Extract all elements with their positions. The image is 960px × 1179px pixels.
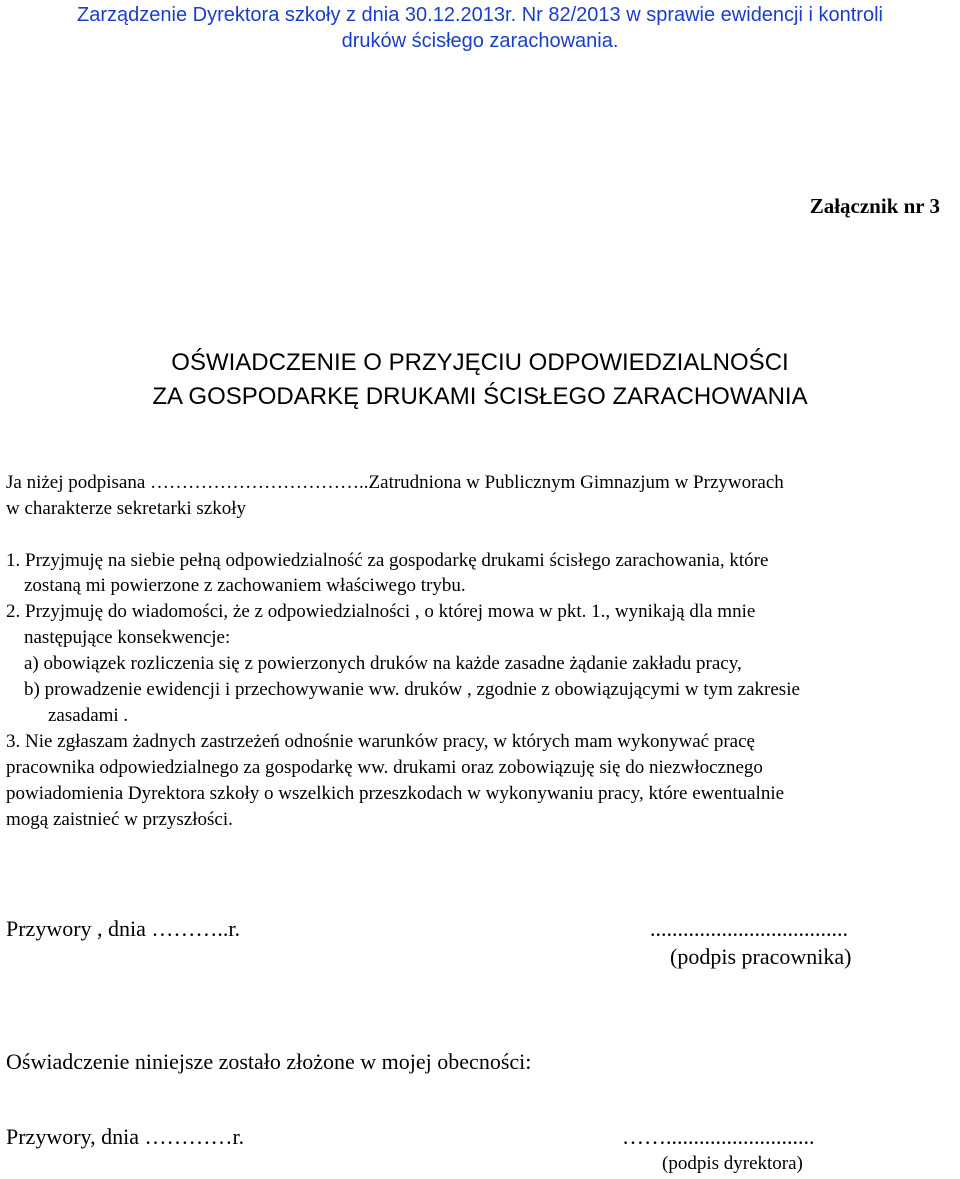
item-1-line-1: 1. Przyjmuję na siebie pełną odpowiedzialność za gospodarkę drukami ścisłego zarachowania, które — [6, 550, 769, 571]
item-3-line-2: pracownika odpowiedzialnego za gospodarkę ww. drukami oraz zobowiązuję się do niezwłocznego — [6, 757, 763, 778]
item-1-line-2: zostaną mi powierzone z zachowaniem właściwego trybu. — [24, 575, 466, 596]
document-header — [0, 2, 960, 54]
title-line-2: ZA GOSPODARKĘ DRUKAMI ŚCISŁEGO ZARACHOWANIA — [152, 383, 808, 410]
title-line-1: OŚWIADCZENIE O PRZYJĘCIU ODPOWIEDZIALNOŚCI — [171, 349, 789, 376]
item-3-line-1: 3. Nie zgłaszam żadnych zastrzeżeń odnośnie warunków pracy, w których mam wykonywać pracę — [6, 731, 755, 752]
intro-line-2: w charakterze sekretarki szkoły — [6, 498, 247, 519]
director-signature-line: ……........................... — [622, 1124, 815, 1149]
statement-title — [0, 346, 960, 414]
item-2-b-line-2: zasadami . — [48, 705, 129, 726]
director-signature-caption: (podpis dyrektora) — [662, 1153, 803, 1174]
item-3-line-4: mogą zaistnieć w przyszłości. — [6, 809, 233, 830]
employee-signature-caption: (podpis pracownika) — [670, 944, 852, 969]
item-2-b-line-1: b) prowadzenie ewidencji i przechowywanie ww. druków , zgodnie z obowiązującymi w tym zakresie — [24, 679, 800, 700]
item-3-line-3: powiadomienia Dyrektora szkoły o wszelkich przeszkodach w wykonywaniu pracy, które ewentualnie — [6, 783, 785, 804]
item-2-a: a) obowiązek rozliczenia się z powierzonych druków na każde zasadne żądanie zakładu pracy, — [24, 653, 742, 674]
header-line-2: druków ścisłego zarachowania. — [341, 30, 619, 52]
employee-signature-line: .................................... — [650, 916, 848, 941]
employee-place-date: Przywory , dnia ………..r. — [6, 916, 241, 941]
director-place-date: Przywory, dnia …………r. — [6, 1124, 245, 1149]
witness-statement: Oświadczenie niniejsze zostało złożone w mojej obecności: — [6, 1049, 532, 1074]
item-2-line-2: następujące konsekwencje: — [24, 627, 231, 648]
header-line-1: Zarządzenie Dyrektora szkoły z dnia 30.12.2013r. Nr 82/2013 w sprawie ewidencji i kontroli — [77, 4, 883, 26]
annex-label: Załącznik nr 3 — [809, 194, 940, 218]
item-2-line-1: 2. Przyjmuję do wiadomości, że z odpowiedzialności , o której mowa w pkt. 1., wynikają dla mnie — [6, 601, 756, 622]
intro-line-1: Ja niżej podpisana ……………………………..Zatrudniona w Publicznym Gimnazjum w Przyworach — [6, 472, 784, 493]
